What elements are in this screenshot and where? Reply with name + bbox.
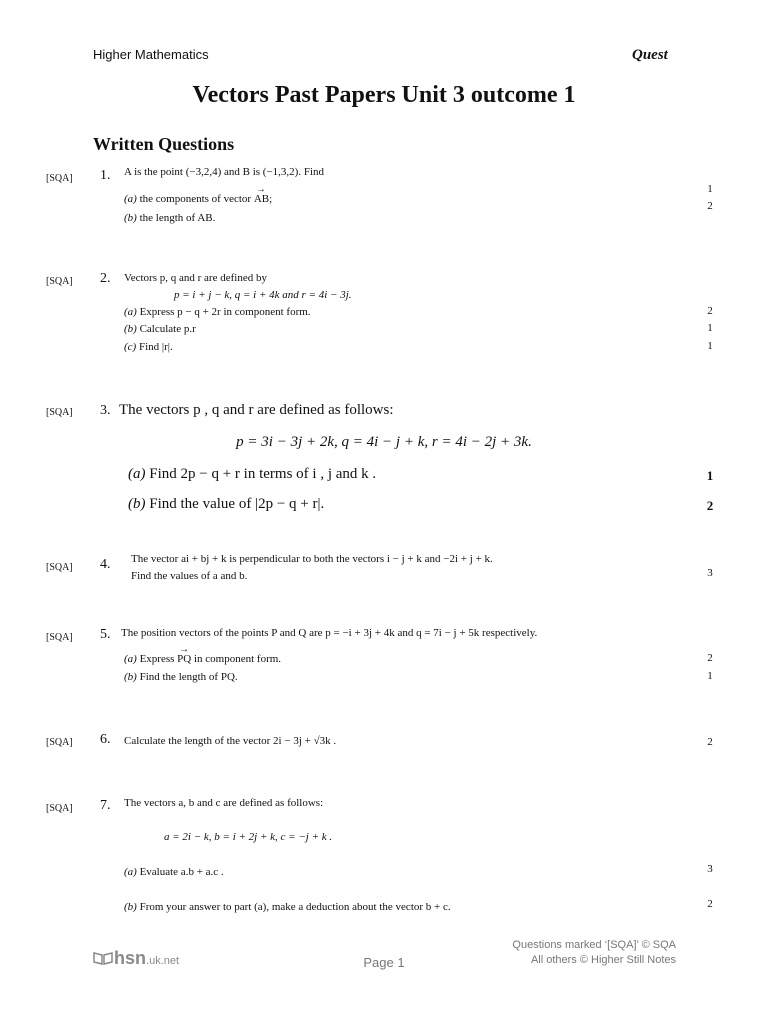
question-number: 3. (100, 403, 111, 418)
part-text: the length of AB. (139, 212, 216, 224)
question-mark: 1 (707, 340, 713, 352)
copyright-notice (470, 938, 676, 968)
part-label: (a) (124, 653, 137, 665)
question-number: 1. (100, 168, 111, 183)
part-text: Express p − q + 2r in component form. (139, 306, 311, 318)
part-text: Find |r|. (138, 341, 173, 353)
question-part (124, 341, 173, 353)
copyright-line: All others © Higher Still Notes (530, 954, 676, 966)
part-text: Express (139, 653, 178, 665)
question-part (124, 866, 224, 878)
question-stem: Calculate the length of the vector 2i − 3j + √3k . (124, 735, 337, 747)
question-mark: 2 (707, 736, 713, 748)
part-label: (a) (124, 866, 137, 878)
question-mark: 1 (707, 670, 713, 682)
part-text: From your answer to part (a), make a deduction about the vector b + c. (139, 901, 451, 913)
question-tag: [SQA] (46, 407, 73, 418)
question-mark: 3 (707, 863, 713, 875)
part-label: (b) (128, 496, 146, 512)
question-tag: [SQA] (46, 803, 73, 814)
section-heading: Written Questions (93, 134, 235, 154)
part-label: (c) (124, 341, 137, 353)
question-part (124, 901, 451, 913)
brand-label: Quest (632, 47, 668, 63)
question-stem: The vectors a, b and c are defined as follows: (124, 797, 324, 809)
part-tail: ; (269, 193, 273, 205)
question-number: 4. (100, 557, 111, 572)
part-label: (a) (124, 306, 137, 318)
question-equation: p = i + j − k, q = i + 4k and r = 4i − 3j. (174, 289, 352, 301)
part-text: Evaluate a.b + a.c . (139, 866, 224, 878)
question-mark: 2 (707, 305, 713, 317)
question-mark: 2 (706, 498, 714, 513)
question-mark: 1 (707, 322, 713, 334)
question-mark: 1 (706, 468, 714, 483)
part-text: the components of vector (139, 193, 254, 205)
question-line: The vector ai + bj + k is perpendicular to both the vectors i − j + k and −2i + j + k. (131, 553, 493, 565)
vector-ab: → AB (254, 193, 269, 205)
question-stem: The vectors p , q and r are defined as follows: (119, 402, 394, 418)
question-part (128, 496, 324, 513)
page-number: Page 1 (363, 955, 405, 970)
question-number: 5. (100, 627, 111, 642)
question-stem: The position vectors of the points P and Q are p = −i + 3j + 4k and q = 7i − j + 5k respectively. (121, 627, 538, 639)
part-label: (b) (124, 671, 137, 683)
course-name: Higher Mathematics (93, 47, 209, 62)
question-tag: [SQA] (46, 173, 73, 184)
question-part (124, 306, 311, 318)
question-tag: [SQA] (46, 276, 73, 287)
part-text: Calculate p.r (139, 323, 196, 335)
part-label: (b) (124, 901, 137, 913)
logo-suffix: .uk.net (146, 955, 180, 967)
vector-pq: → PQ (177, 653, 191, 665)
question-equation: a = 2i − k, b = i + 2j + k, c = −j + k . (164, 831, 333, 843)
part-label: (a) (124, 193, 137, 205)
question-part (124, 193, 272, 205)
question-stem: Vectors p, q and r are defined by (124, 272, 267, 284)
question-mark: 2 (707, 898, 713, 910)
question-part (124, 671, 238, 683)
question-part (124, 323, 196, 335)
question-number: 2. (100, 271, 111, 286)
question-equation: p = 3i − 3j + 2k, q = 4i − j + k, r = 4i − 2j + 3k. (236, 434, 532, 450)
question-tag: [SQA] (46, 632, 73, 643)
question-mark: 2 (707, 652, 713, 664)
part-text: Find the value of |2p − q + r|. (149, 496, 325, 512)
page-title: Vectors Past Papers Unit 3 outcome 1 (192, 82, 576, 108)
question-mark: 1 (707, 183, 713, 195)
part-text: Find 2p − q + r in terms of i , j and k . (149, 466, 377, 482)
logo-text: hsn (114, 948, 147, 968)
part-tail: in component form. (191, 653, 282, 665)
question-mark: 3 (707, 567, 713, 579)
question-stem: A is the point (−3,2,4) and B is (−1,3,2). Find (124, 166, 325, 178)
part-label: (a) (128, 466, 146, 482)
question-line: Find the values of a and b. (131, 570, 248, 582)
question-part (124, 212, 215, 224)
part-label: (b) (124, 212, 137, 224)
question-part (128, 466, 376, 483)
question-number: 7. (100, 798, 111, 813)
question-tag: [SQA] (46, 562, 73, 573)
question-number: 6. (100, 732, 111, 747)
copyright-line: Questions marked ‘[SQA]’ © SQA (512, 939, 676, 951)
question-tag: [SQA] (46, 737, 73, 748)
part-label: (b) (124, 323, 137, 335)
part-text: Find the length of PQ. (139, 671, 238, 683)
question-part (124, 653, 281, 665)
question-mark: 2 (707, 200, 713, 212)
